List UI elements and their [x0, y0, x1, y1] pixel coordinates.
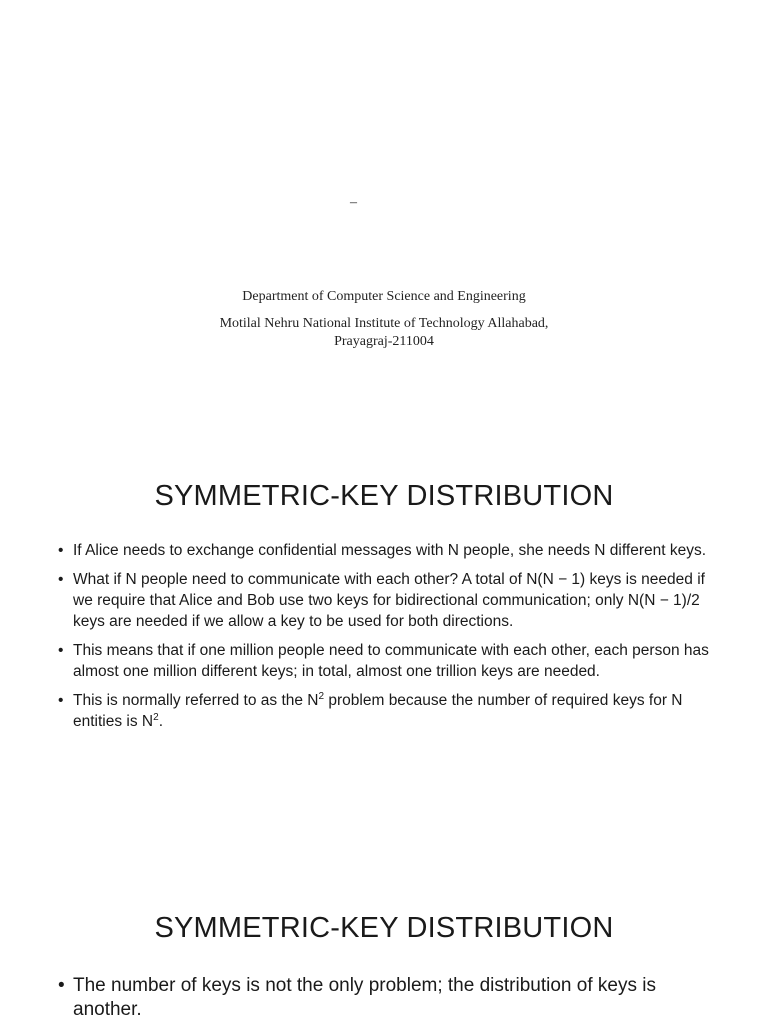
bullet-text: This means that if one million people need to communicate with each other, each person has almost one million different keys; in total, almost one trillion keys are needed. — [73, 642, 709, 680]
bullet-text: The number of keys is not the only problem; the distribution of keys is another. — [73, 975, 656, 1020]
bullet-icon: • — [58, 571, 64, 588]
bullet-list — [58, 540, 718, 740]
bullet-icon: • — [58, 542, 64, 559]
bullet-list — [58, 974, 718, 1022]
dash-mark: – — [350, 195, 357, 210]
title-slide — [0, 0, 768, 432]
slide-title: SYMMETRIC-KEY DISTRIBUTION — [154, 912, 614, 944]
bullet-icon: • — [58, 692, 64, 709]
bullet-text: This is normally referred to as the $N^2$ problem because the number of required keys for N entities is $N^2$. — [73, 690, 683, 730]
bullet-item — [58, 540, 718, 561]
institute-name: Motilal Nehru National Institute of Technology Allahabad, — [219, 316, 549, 331]
symmetric-key-slide — [0, 458, 768, 858]
superscript: 2 — [318, 690, 325, 702]
bullet-item — [58, 690, 718, 732]
bullet-icon: • — [58, 642, 64, 659]
bullet-icon: • — [58, 975, 65, 996]
affiliation-block — [0, 288, 768, 351]
bullet-item — [58, 974, 718, 1022]
bullet-text: What if N people need to communicate with each other? A total of N(N − 1) keys is needed if we require that Alice and Bob use two keys for bidirectional communication; only N(N − 1)/2 keys are needed if we allow a key to be used for both directions. — [73, 571, 705, 630]
institute-city: Prayagraj-211004 — [334, 334, 434, 349]
bullet-item — [58, 640, 718, 682]
superscript: 2 — [153, 711, 159, 723]
slide-title: SYMMETRIC-KEY DISTRIBUTION — [154, 480, 614, 512]
symmetric-key-slide-2 — [0, 890, 768, 1024]
bullet-item — [58, 569, 718, 632]
bullet-text: If Alice needs to exchange confidential messages with N people, she needs N different keys. — [73, 542, 707, 559]
department-name: Department of Computer Science and Engineering — [242, 289, 526, 304]
